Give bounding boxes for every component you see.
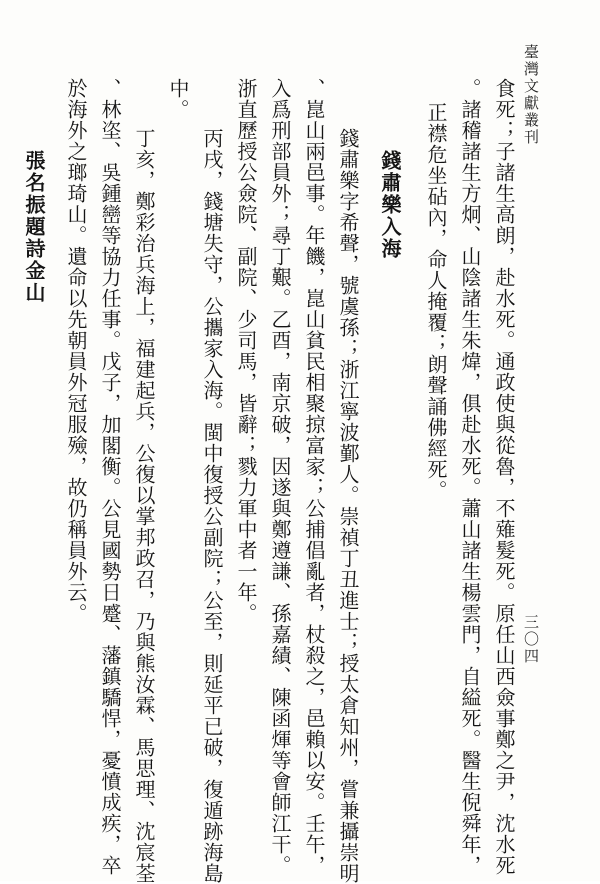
text-column: 食死；子諸生高朗，赴水死。通政使與從魯，不薙髮死。原任山西僉事鄭之尹，沈水死 bbox=[492, 78, 516, 876]
text-column: 。諸稽諸生方炯、山陰諸生朱煒，俱赴水死。蕭山諸生楊雲門，自縊死。醫生倪舜年， bbox=[458, 78, 482, 876]
section-title: 張名振題詩金山 bbox=[22, 150, 46, 304]
text-column: 丁亥，鄭彩治兵海上，福建起兵，公復以掌邦政召，乃與熊汝霖、馬思理、沈宸荃 bbox=[132, 128, 156, 884]
text-column: 中。 bbox=[166, 78, 190, 120]
text-column: 錢肅樂字希聲，號虞孫；浙江寧波鄞人。崇禎丁丑進士；授太倉知州，嘗兼攝崇明 bbox=[336, 128, 360, 884]
book-title: 臺灣文獻叢刊 bbox=[522, 44, 540, 146]
text-column: 、林垐、吳鍾巒等協力任事。戊子，加閣衡。公見國勢日蹙、藩鎮驕悍，憂憤成疾，卒 bbox=[98, 78, 122, 876]
text-column: 、崑山兩邑事。年饑，崑山貧民相聚掠富家；公捕倡亂者，杖殺之，邑賴以安。壬午， bbox=[302, 78, 326, 876]
text-column: 丙戌，錢塘失守，公攜家入海。閩中復授公副院；公至，則延平已破，復遁跡海島 bbox=[200, 128, 224, 884]
text-column: 正襟危坐砧內，命人掩覆；朗聲誦佛經死。 bbox=[424, 102, 448, 501]
text-column: 入爲刑部員外；尋丁艱。乙酉，南京破，因遂與鄭遵謙、孫嘉績、陳函煇等會師江干。 bbox=[268, 78, 292, 876]
page-number: 三〇四 bbox=[522, 614, 540, 665]
text-column: 於海外之瑯琦山。遺命以先朝員外冠服殮，故仍稱員外云。 bbox=[64, 78, 88, 624]
text-column: 浙直歷授公僉院、副院、少司馬，皆辭；戮力軍中者一年。 bbox=[234, 78, 258, 624]
section-title: 錢肅樂入海 bbox=[378, 150, 402, 260]
